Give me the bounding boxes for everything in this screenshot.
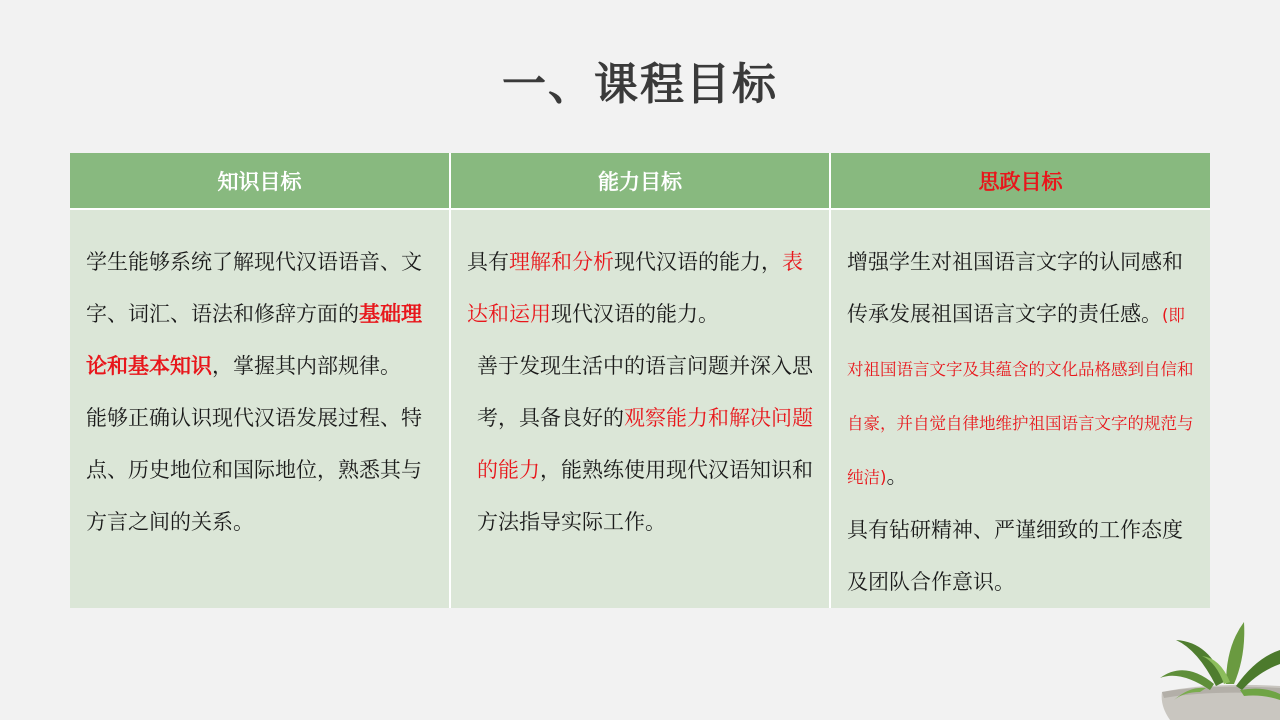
ability-paragraph-1 [467, 236, 815, 340]
ability-text-2a: 善于发现生活中的语言问题并深入思考，具备良好的 [477, 354, 813, 430]
course-goals-table [70, 153, 1210, 608]
header-knowledge-goals: 知识目标 [70, 153, 450, 209]
ability-text-1a: 具有 [467, 250, 509, 274]
ideology-paragraph-1 [847, 236, 1196, 504]
ideology-text-1-end: 。 [886, 464, 908, 488]
ability-highlight-1: 理解和分析 [509, 250, 614, 274]
potted-plant-icon [1140, 600, 1280, 720]
ability-highlight-3: 观察能力和解决问题的能力 [477, 406, 813, 482]
ability-paragraph-2 [467, 340, 815, 548]
ability-text-2b: ，能熟练使用现代汉语知识和方法指导实际工作。 [477, 458, 813, 534]
knowledge-text-1a: 学生能够系统了解现代汉语语音、文字、词汇、语法和修辞方面的 [86, 250, 422, 326]
page-title: 一、课程目标 [502, 59, 778, 110]
knowledge-paragraph-2: 能够正确认识现代汉语发展过程、特点、历史地位和国际地位，熟悉其与方言之间的关系。 [86, 406, 422, 534]
ability-highlight-2: 表达和运用 [467, 250, 803, 326]
ability-text-1b: 现代汉语的能力， [614, 250, 782, 274]
ideology-paragraph-2: 具有钻研精神、严谨细致的工作态度及团队合作意识。 [847, 518, 1183, 594]
cell-ideology-goals [830, 209, 1210, 608]
knowledge-paragraph-1 [86, 236, 435, 392]
cell-ability-goals [450, 209, 830, 608]
cell-knowledge-goals [70, 209, 450, 608]
knowledge-highlight: 基础理论和基本知识 [86, 302, 422, 378]
table-header-row [70, 153, 1210, 209]
ideology-text-1a: 增强学生对祖国语言文字的认同感和传承发展祖国语言文字的责任感。 [847, 250, 1183, 326]
ideology-note: (即对祖国语言文字及其蕴含的文化品格感到自信和自豪，并自觉自律地维护祖国语言文字的规范与纯洁) [847, 306, 1194, 487]
ability-text-1c: 现代汉语的能力。 [551, 302, 719, 326]
table-row [70, 209, 1210, 608]
knowledge-text-1b: ，掌握其内部规律。 [212, 354, 401, 378]
header-ideology-goals: 思政目标 [830, 153, 1210, 209]
header-ability-goals: 能力目标 [450, 153, 830, 209]
